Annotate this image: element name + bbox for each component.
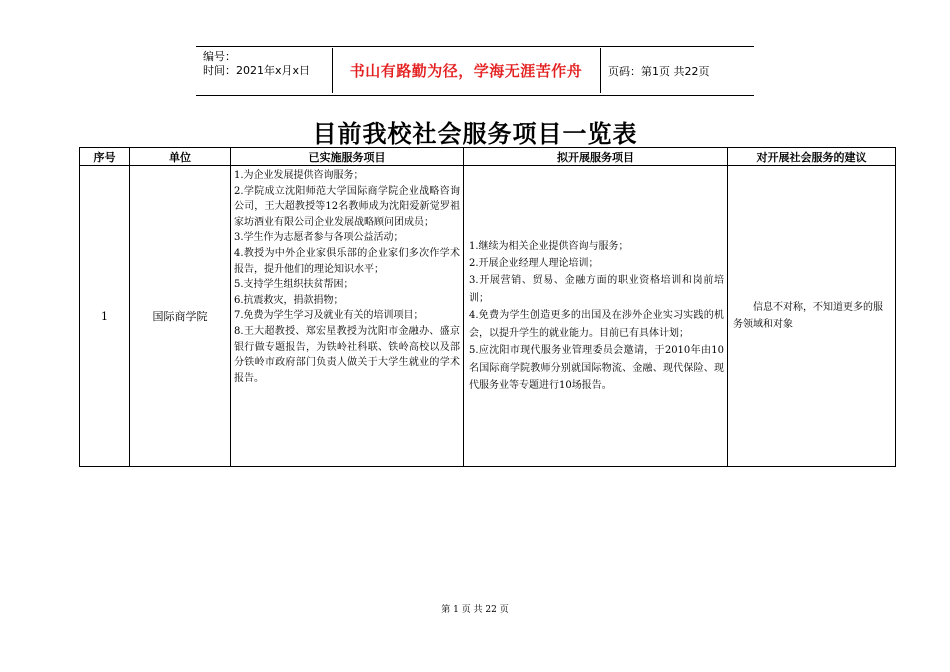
list-item: 1.继续为相关企业提供咨询与服务； [469,240,629,252]
row-index: 1 [80,166,130,467]
list-item: 2.开展企业经理人理论培训； [469,258,599,270]
number-label: 编号： [203,50,236,63]
header-page-label: 页码：第1页 共22页 [608,65,710,78]
col-header-suggestion: 对开展社会服务的建议 [728,148,896,166]
list-item: 2.学院成立沈阳师范大学国际商学院企业战略咨询公司，王大超教授等12名教师成为沈阳爱新觉罗祖家坊酒业有限公司企业发展战略顾问团成员； [234,185,460,228]
document-header [196,46,754,97]
header-meta [203,50,310,78]
table-row [80,166,896,467]
header-motto: 书山有路勤为径，学海无涯苦作舟 [349,62,583,80]
list-item: 6.抗震救灾，捐款捐物； [234,294,344,306]
page-title: 目前我校社会服务项目一览表 [312,120,638,148]
col-header-unit: 单位 [130,148,231,166]
col-header-implemented: 已实施服务项目 [231,148,464,166]
list-item: 8.王大超教授、郑宏星教授为沈阳市金融办、盛京银行做专题报告，为铁岭社科联、铁岭高校以及部分铁岭市政府部门负责人做关于大学生就业的学术报告。 [234,325,460,384]
list-item: 1.为企业发展提供咨询服务； [234,170,364,181]
page-footer: 第 1 页 共 22 页 [441,605,509,615]
col-header-index: 序号 [80,148,130,166]
list-item: 3.开展营销、贸易、金融方面的职业资格培训和岗前培训； [469,275,724,304]
time-label: 时间：2021年x月x日 [203,64,311,77]
list-item: 5.应沈阳市现代服务业管理委员会邀请，于2010年由10名国际商学院教师分别就国际物流、金融、现代保险、现代服务业等专题进行10场报告。 [469,345,724,391]
col-header-planned: 拟开展服务项目 [464,148,728,166]
implemented-items [231,166,464,467]
list-item: 7.免费为学生学习及就业有关的培训项目； [234,310,424,322]
list-item: 4.免费为学生创造更多的出国及在涉外企业实习实践的机会，以提升学生的就业能力。目前已有具体计划； [469,310,724,339]
header-top-rule [196,46,754,47]
row-unit: 国际商学院 [130,166,231,467]
table-header-row [80,148,896,166]
header-divider-right [600,48,601,93]
suggestion: 信息不对称，不知道更多的服务领域和对象 [728,166,896,467]
list-item: 4.教授为中外企业家俱乐部的企业家们多次作学术报告，提升他们的理论知识水平； [234,247,460,275]
planned-items [464,166,728,467]
header-bottom-rule [196,95,754,96]
list-item: 5.支持学生组织扶贫帮困； [234,279,354,291]
list-item: 3.学生作为志愿者参与各项公益活动； [234,232,404,244]
services-table [79,147,896,467]
